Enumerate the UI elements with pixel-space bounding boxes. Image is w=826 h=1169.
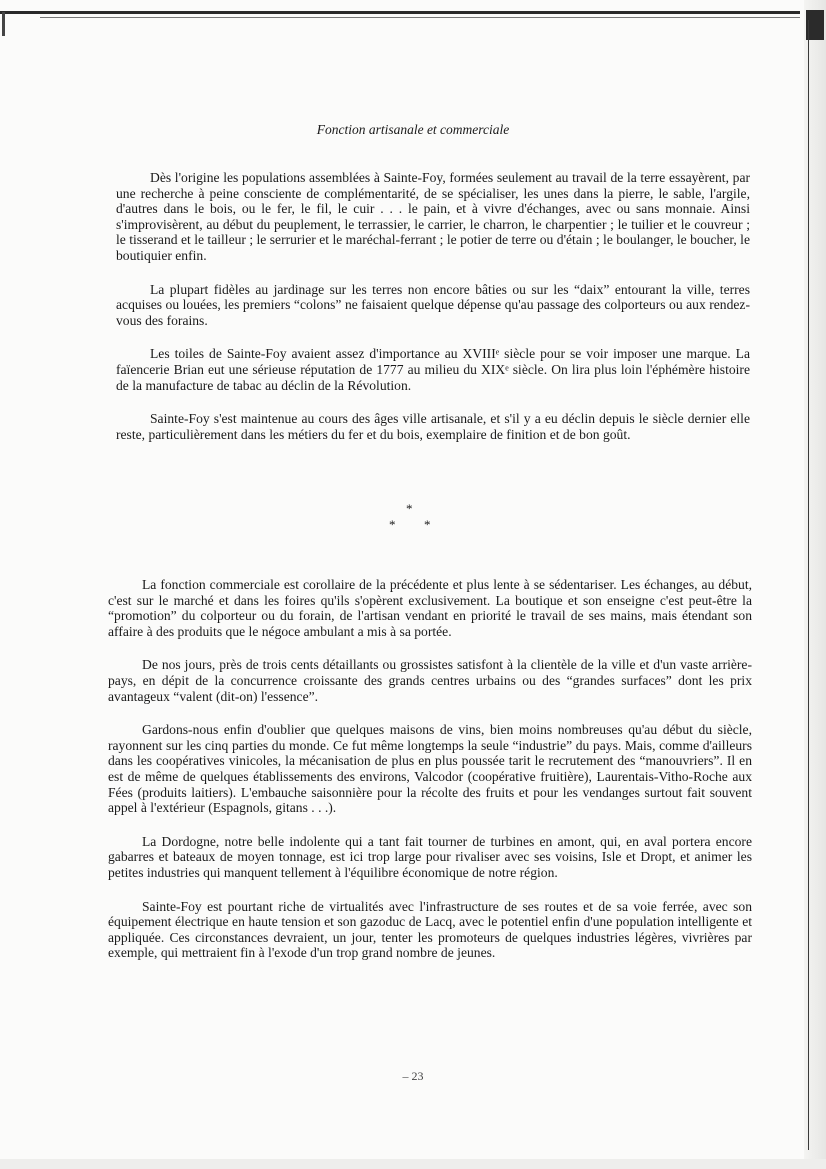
paragraph: Les toiles de Sainte-Foy avaient assez d'importance au XVIIIᵉ siècle pour se voir imposer une marque. La faïencerie Brian eut une sérieuse réputation de 1777 au milieu du XIXᵉ siècle. On lira plus loin l'éphémère histoire de la manufacture de tabac au déclin de la Révolution. bbox=[116, 346, 750, 393]
page-number: – 23 bbox=[402, 1069, 424, 1083]
paragraph: Dès l'origine les populations assemblées à Sainte-Foy, formées seulement au travail de la terre essayèrent, par une recherche à peine consciente de complémentarité, de se spécialiser, les unes dans la pierre, le sable, l'argile, d'autres dans le bois, ou le fer, le fil, le cuir . . . le pain, et à vivre d'échanges, avec ou sans monnaie. Ainsi s'improvisèrent, au début du peuplement, le terrassier, le carrier, le charron, le charpentier ; le tuilier et le couvreur ; le tisserand et le tailleur ; le serrurier et le maréchal-ferrant ; le potier de terre ou d'étain ; le boulanger, le boucher, le boutiquier enfin. bbox=[116, 170, 750, 263]
paragraph: De nos jours, près de trois cents détaillants ou grossistes satisfont à la clientèle de la ville et d'un vaste arrière-pays, en dépit de la concurrence croissante des grands centres urbains ou des “grandes surfaces” dont les prix avantageux “valent (dit-on) l'essence”. bbox=[108, 657, 752, 704]
scan-right-edge bbox=[804, 0, 826, 1169]
paragraph: La fonction commerciale est corollaire de la précédente et plus lente à se sédentariser. Les échanges, au début, c'est sur le marché et dans les foires qu'ils s'opèrent exclusivement. La boutique et son enseigne c'est peut-être la “promotion” du colporteur ou du forain, de l'artisan vendant en priorité le travail de ses mains, mais étendant son affaire à des produits que le négoce ambulant a mis à sa portée. bbox=[108, 577, 752, 639]
asterisk: * bbox=[389, 517, 396, 532]
paragraph: La plupart fidèles au jardinage sur les terres non encore bâties ou sur les “daix” entourant la ville, terres acquises ou louées, les premiers “colons” ne faisaient quelque dépense qu'au passage des colporteurs ou aux rendez-vous des forains. bbox=[116, 281, 750, 328]
scan-bottom-edge bbox=[0, 1159, 826, 1169]
scan-top-border bbox=[0, 11, 800, 14]
scan-left-mark bbox=[2, 12, 5, 36]
paragraph: Sainte-Foy est pourtant riche de virtualités avec l'infrastructure de ses routes et de sa voie ferrée, avec son équipement électrique en haute tension et son gazoduc de Lacq, avec le potentiel enfin d'une population intelligente et appliquée. Ces circonstances devraient, un jour, tenter les promoteurs de quelques industries légères, vivrières par exemple, qui mettraient fin à l'exode d'un trop grand nombre de jeunes. bbox=[108, 898, 752, 961]
section-divider bbox=[0, 502, 826, 536]
commercial-section bbox=[108, 577, 752, 979]
artisanal-section bbox=[116, 170, 750, 460]
scan-edge-line bbox=[808, 20, 809, 1150]
paragraph: Gardons-nous enfin d'oublier que quelques maisons de vins, bien moins nombreuses qu'au début du siècle, rayonnent sur les cinq parties du monde. Ce fut même longtemps la seule “industrie” du pays. Mais, comme d'ailleurs dans les coopératives vinicoles, la mécanisation de plus en plus poussée tarit le recrutement des “manouvriers”. Il en est de même de quelques établissements des environs, Valcodor (coopérative fruitière), Laurentais-Vitho-Roche aux Fées (produits laitiers). L'embauche saisonnière pour la récolte des fruits et pour les vendanges surtout fait souvent appel à l'extérieur (Espagnols, gitans . . .). bbox=[108, 722, 752, 816]
asterisk: * bbox=[424, 517, 431, 532]
paragraph: Sainte-Foy s'est maintenue au cours des âges ville artisanale, et s'il y a eu déclin depuis le siècle dernier elle reste, particulièrement dans les métiers du fer et du bois, exemplaire de finition et de bon goût. bbox=[116, 411, 750, 442]
section-heading: Fonction artisanale et commerciale bbox=[316, 122, 510, 137]
asterisk: * bbox=[406, 501, 413, 516]
scan-top-border-thin bbox=[40, 17, 800, 18]
paragraph: La Dordogne, notre belle indolente qui a tant fait tourner de turbines en amont, qui, en aval portera encore gabarres et bateaux de moyen tonnage, est ici trop large pour rivaliser avec ses voisins, Isle et Dropt, et animer les petites industries qui manquent tellement à l'équilibre économique de notre région. bbox=[108, 833, 752, 880]
